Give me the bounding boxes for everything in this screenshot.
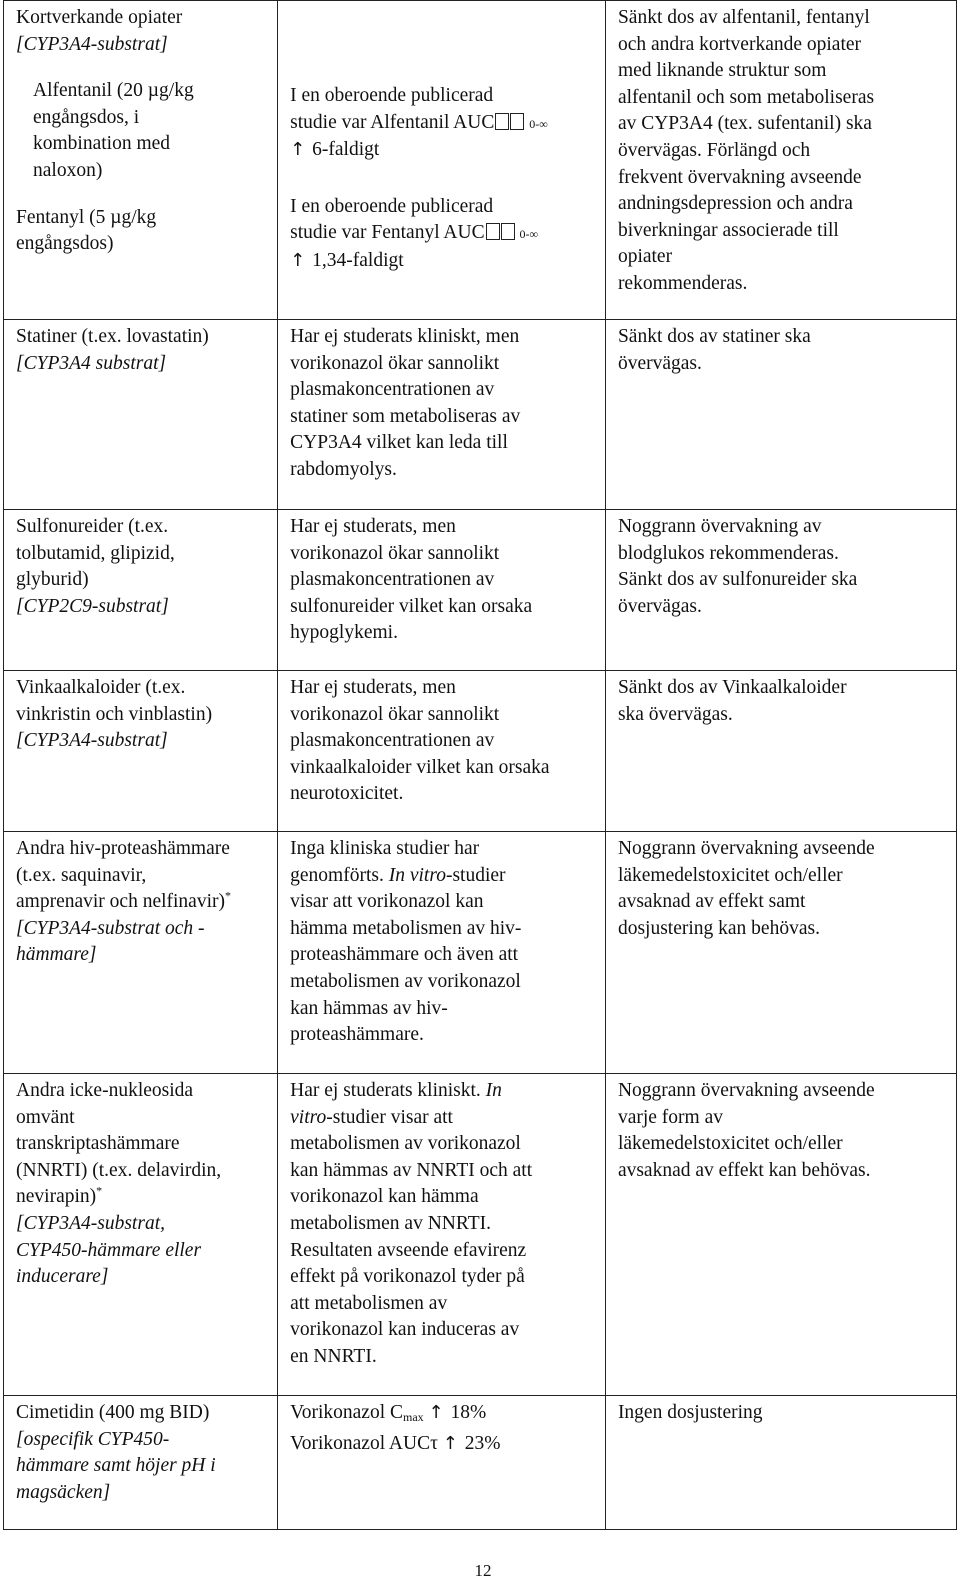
drug-name: Kortverkande opiater (16, 7, 183, 28)
recommendation-cell (605, 510, 956, 671)
effect-text: Har ej studerats, men vorikonazol ökar sannolikt plasmakoncentrationen av sulfonureider vilket kan orsaka hypoglykemi. (290, 516, 533, 644)
drug-cell (4, 1396, 278, 1530)
table-row (4, 1, 957, 320)
table-row (4, 1074, 957, 1396)
arrow-up-icon: ↑ (442, 1432, 458, 1454)
recommendation-text: Ingen dosjustering (617, 1402, 763, 1423)
drug-name: Vinkaalkaloider (t.ex. vinkristin och vinblastin) (16, 677, 213, 725)
effect-change: ↑ 6-faldigt (290, 137, 597, 164)
drug-name: Andra hiv-proteashämmare (t.ex. saquinavir, amprenavir och nelfinavir)* (16, 838, 231, 913)
recommendation-cell (605, 1074, 956, 1396)
drug-class: [CYP3A4-substrat] (16, 730, 168, 752)
recommendation-text: Sänkt dos av statiner ska övervägas. (617, 326, 811, 374)
drug-class: [CYP3A4-substrat och - hämmare] (16, 917, 205, 966)
drug-class: [CYP3A4-substrat] (16, 33, 168, 55)
drug-cell (4, 1074, 278, 1396)
table-row (4, 1396, 957, 1530)
effect-text: Vorikonazol AUCτ ↑ 23% (290, 1431, 597, 1458)
recommendation-text: Noggrann övervakning av blodglukos rekommenderas. Sänkt dos av sulfonureider ska övervägas. (617, 516, 858, 617)
drug-name: Sulfonureider (t.ex. tolbutamid, glipizid, glyburid) (16, 516, 175, 591)
footnote-mark: * (225, 888, 231, 903)
arrow-up-icon: ↑ (290, 249, 306, 271)
recommendation-cell (605, 320, 956, 510)
effect-cell (278, 1, 606, 320)
effect-text: Inga kliniska studier har genomförts. In vitro-studier visar att vorikonazol kan hämma metabolismen av hiv- proteashämmare och även att metabolismen av vorikonazol kan hämmas av hiv- proteashämmare. (290, 838, 522, 1046)
recommendation-text: Sänkt dos av Vinkaalkaloider ska övervägas. (617, 677, 847, 725)
table-row (4, 832, 957, 1074)
recommendation-cell (605, 1, 956, 320)
effect-text: Har ej studerats, men vorikonazol ökar sannolikt plasmakoncentrationen av vinkaalkaloider vilket kan orsaka neurotoxicitet. (290, 677, 550, 805)
drug-cell (4, 510, 278, 671)
drug-cell (4, 1, 278, 320)
drug-name: Statiner (t.ex. lovastatin) (16, 326, 209, 347)
drug-cell (4, 320, 278, 510)
drug-class: [CYP3A4-substrat, CYP450-hämmare eller inducerare] (16, 1212, 202, 1288)
effect-cell (278, 671, 606, 832)
footnote-mark: * (96, 1183, 103, 1198)
drug-class: [CYP3A4 substrat] (16, 352, 167, 374)
drug-name: Cimetidin (400 mg BID) (16, 1402, 210, 1423)
recommendation-cell (605, 671, 956, 832)
arrow-up-icon: ↑ (428, 1402, 444, 1423)
drug-detail: Alfentanil (20 µg/kg engångsdos, i kombination med naloxon) (33, 80, 194, 181)
drug-detail: Fentanyl (5 µg/kg engångsdos) (16, 206, 157, 255)
effect-text: Vorikonazol Cmax ↑ 18% (290, 1400, 597, 1431)
drug-class: [CYP2C9-substrat] (16, 595, 169, 617)
drug-name: Andra icke-nukleosida omvänt transkriptashämmare (NNRTI) (t.ex. delavirdin, nevirapin)* (16, 1080, 222, 1208)
effect-cell (278, 1074, 606, 1396)
effect-text: Har ej studerats kliniskt, men vorikonazol ökar sannolikt plasmakoncentrationen av statiner som metaboliseras av CYP3A4 vilket kan leda till rabdomyolys. (290, 326, 521, 480)
effect-cell (278, 510, 606, 671)
effect-change: ↑ 1,34-faldigt (290, 248, 597, 275)
effect-text: I en oberoende publicerad studie var Fentanyl AUC 0-∞ (290, 195, 539, 244)
table-row (4, 671, 957, 832)
table-row (4, 320, 957, 510)
interaction-table (3, 0, 957, 1530)
effect-text: Har ej studerats kliniskt. In vitro-studier visar att metabolismen av vorikonazol kan hämmas av NNRTI och att vorikonazol kan hämma metabolismen av NNRTI. Resultaten avseende efavirenz effekt på vorikonazol tyder på att metabolismen av vorikonazol kan induceras av en NNRTI. (290, 1080, 533, 1367)
drug-class: [ospecifik CYP450- hämmare samt höjer pH i magsäcken] (16, 1428, 216, 1503)
table-row (4, 510, 957, 671)
recommendation-cell (605, 832, 956, 1074)
recommendation-text: Noggrann övervakning avseende varje form av läkemedelstoxicitet och/eller avsaknad av effekt kan behövas. (617, 1080, 875, 1181)
effect-cell (278, 832, 606, 1074)
arrow-up-icon: ↑ (290, 139, 306, 161)
drug-cell (4, 671, 278, 832)
recommendation-text: Sänkt dos av alfentanil, fentanyl och andra kortverkande opiater med liknande struktur som alfentanil och som metaboliseras av CYP3A4 (tex. sufentanil) ska övervägas. Förlängd och frekvent övervakning avseende andningsdepression och andra biverkningar associerade till opiater rekommenderas. (617, 7, 875, 294)
effect-cell (278, 1396, 606, 1530)
page-number: 12 (474, 1561, 492, 1580)
effect-text: I en oberoende publicerad studie var Alfentanil AUC 0-∞ (290, 85, 548, 133)
recommendation-cell (605, 1396, 956, 1530)
effect-cell (278, 320, 606, 510)
recommendation-text: Noggrann övervakning avseende läkemedelstoxicitet och/eller avsaknad av effekt samt dosjustering kan behövas. (617, 838, 875, 939)
drug-cell (4, 832, 278, 1074)
